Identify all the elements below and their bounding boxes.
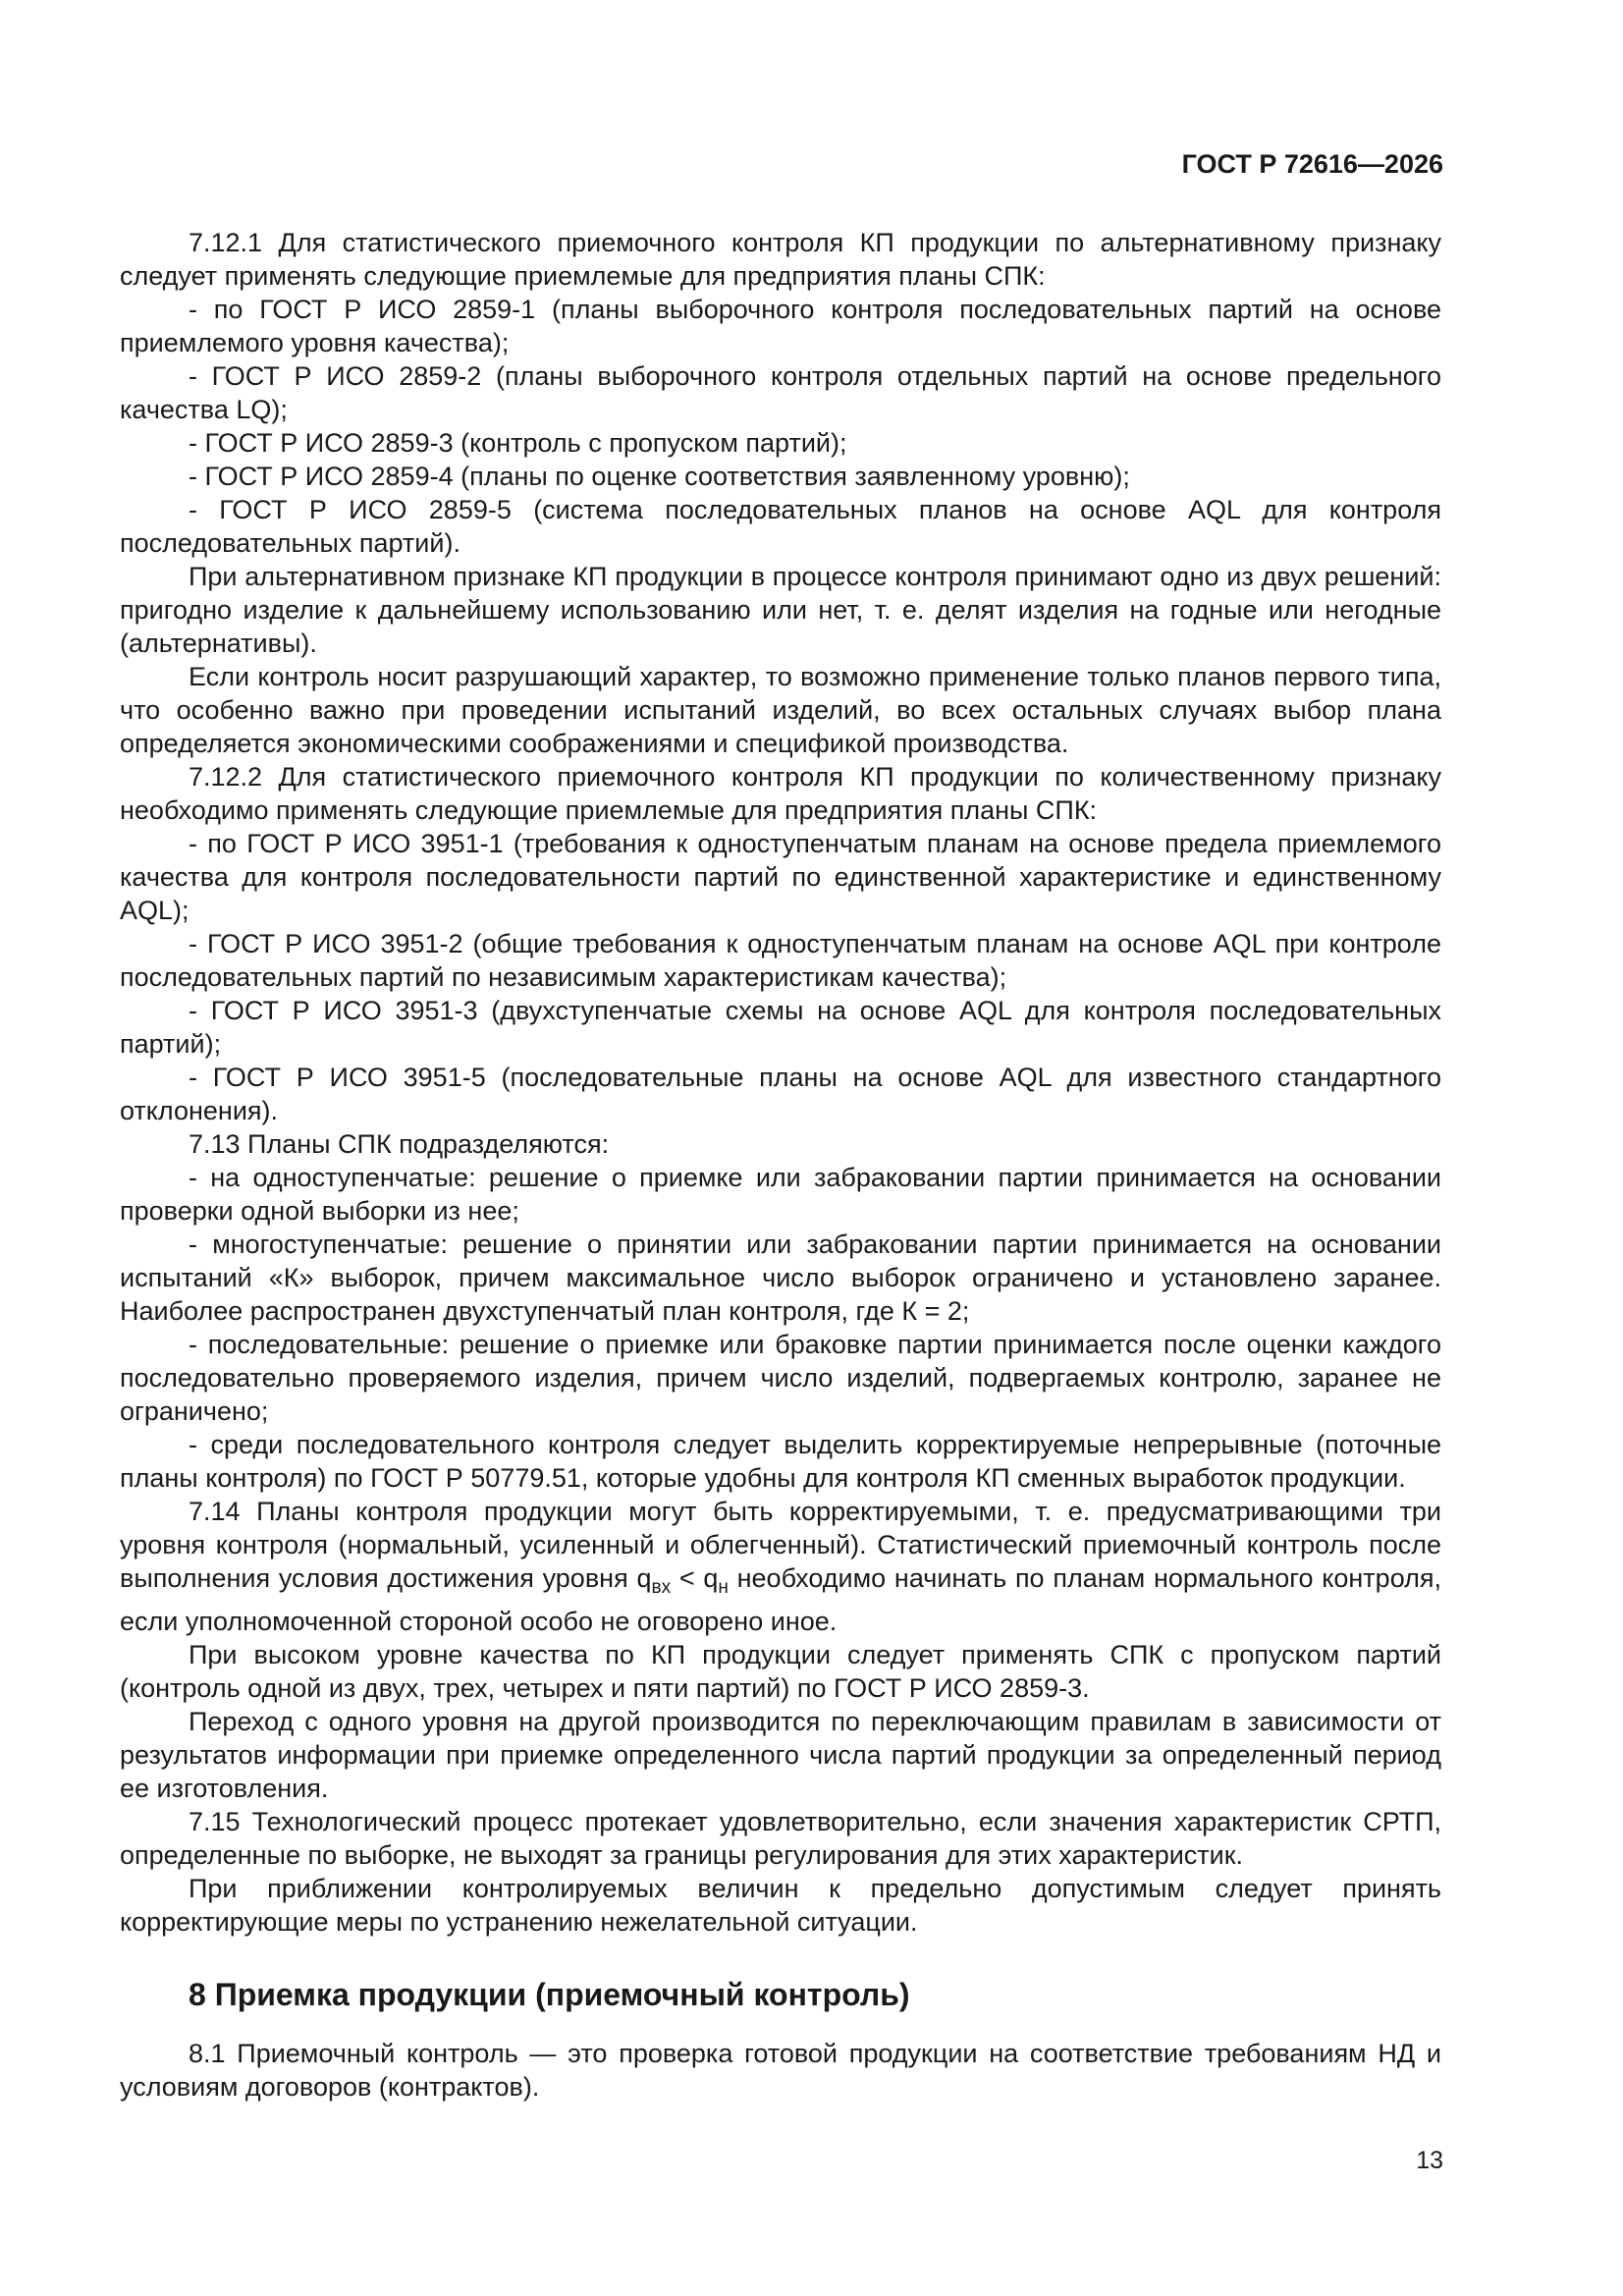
list-item: - на одноступенчатые: решение о приемке или забраковании партии принимается на основании проверки одной выборки из нее; xyxy=(120,1163,1441,1226)
paragraph-7-14 xyxy=(120,1495,1441,1638)
paragraph: При приближении контролируемых величин к предельно допустимым следует принять корректирующие меры по устранению нежелательной ситуации. xyxy=(120,1874,1441,1937)
document-header: ГОСТ Р 72616—2026 xyxy=(1181,149,1443,179)
list-item: - многоступенчатые: решение о принятии или забраковании партии принимается на основании испытаний «К» выборок, причем максимальное число выборок ограничено и установлено заранее. Наиболее распространен двухступенчатый план контроля, где К = 2; xyxy=(120,1230,1441,1326)
paragraph: При альтернативном признаке КП продукции в процессе контроля принимают одно из двух решений: пригодно изделие к дальнейшему использованию или нет, т. е. делят изделия на годные или негодные (альтернативы). xyxy=(120,562,1441,658)
paragraph: Если контроль носит разрушающий характер, то возможно применение только планов первого типа, что особенно важно при проведении испытаний изделий, во всех остальных случаях выбор плана определяется экономическими соображениями и спецификой производства. xyxy=(120,662,1441,758)
page-number: 13 xyxy=(1416,2147,1443,2174)
list-item: - среди последовательного контроля следует выделить корректируемые непрерывные (поточные планы контроля) по ГОСТ Р 50779.51, которые удобны для контроля КП сменных выработок продукции. xyxy=(120,1430,1441,1493)
paragraph: 7.12.2 Для статистического приемочного контроля КП продукции по количественному признаку необходимо применять следующие приемлемые для предприятия планы СПК: xyxy=(120,762,1441,825)
paragraph: 7.15 Технологический процесс протекает удовлетворительно, если значения характеристик СРТП, определенные по выборке, не выходят за границы регулирования для этих характеристик. xyxy=(120,1807,1441,1870)
paragraph: 7.13 Планы СПК подразделяются: xyxy=(189,1129,610,1159)
paragraph: 7.12.1 Для статистического приемочного контроля КП продукции по альтернативному признаку следует применять следующие приемлемые для предприятия планы СПК: xyxy=(120,228,1441,291)
list-item: - по ГОСТ Р ИСО 3951-1 (требования к одноступенчатым планам на основе предела приемлемого качества для контроля последовательности партий по единственной характеристике и единственному AQL); xyxy=(120,829,1441,925)
subscript: н xyxy=(718,1577,729,1598)
list-item: - ГОСТ Р ИСО 2859-2 (планы выборочного контроля отдельных партий на основе предельного качества LQ); xyxy=(120,361,1441,424)
paragraph: Переход с одного уровня на другой производится по переключающим правилам в зависимости от результатов информации при приемке определенного числа партий продукции за определенный период ее изготовления. xyxy=(120,1707,1441,1803)
list-item: - ГОСТ Р ИСО 2859-4 (планы по оценке соответствия заявленному уровню); xyxy=(189,462,1130,491)
text-run: < q xyxy=(671,1563,719,1593)
section-heading: 8 Приемка продукции (приемочный контроль) xyxy=(189,1977,910,2012)
subscript: вх xyxy=(651,1577,672,1598)
list-item: - ГОСТ Р ИСО 3951-5 (последовательные планы на основе AQL для известного стандартного отклонения). xyxy=(120,1063,1441,1125)
list-item: - ГОСТ Р ИСО 3951-2 (общие требования к одноступенчатым планам на основе AQL при контроле последовательных партий по независимым характеристикам качества); xyxy=(120,929,1441,992)
paragraph: 8.1 Приемочный контроль — это проверка готовой продукции на соответствие требованиям НД и условиям договоров (контрактов). xyxy=(120,2039,1441,2102)
document-body xyxy=(120,226,1441,2104)
list-item: - последовательные: решение о приемке или браковке партии принимается после оценки каждого последовательно проверяемого изделия, причем число изделий, подвергаемых контролю, заранее не ограничено; xyxy=(120,1330,1441,1426)
paragraph: При высоком уровне качества по КП продукции следует применять СПК с пропуском партий (контроль одной из двух, трех, четырех и пяти партий) по ГОСТ Р ИСО 2859-3. xyxy=(120,1640,1441,1703)
text-run: необходимо начинать по планам нормального контроля, если уполномоченной стороной особо не оговорено иное. xyxy=(120,1563,1441,1636)
list-item: - по ГОСТ Р ИСО 2859-1 (планы выборочного контроля последовательных партий на основе приемлемого уровня качества); xyxy=(120,295,1441,357)
list-item: - ГОСТ Р ИСО 3951-3 (двухступенчатые схемы на основе AQL для контроля последовательных партий); xyxy=(120,996,1441,1059)
text-run: 7.14 Планы контроля продукции могут быть корректируемыми, т. е. предусматривающими три уровня контроля (нормальный, усиленный и облегченный). Статистический приемочный контроль после выполнения условия достижения уровня q xyxy=(120,1497,1441,1593)
list-item: - ГОСТ Р ИСО 2859-3 (контроль с пропуском партий); xyxy=(189,428,847,458)
list-item: - ГОСТ Р ИСО 2859-5 (система последовательных планов на основе AQL для контроля последовательных партий). xyxy=(120,495,1441,558)
